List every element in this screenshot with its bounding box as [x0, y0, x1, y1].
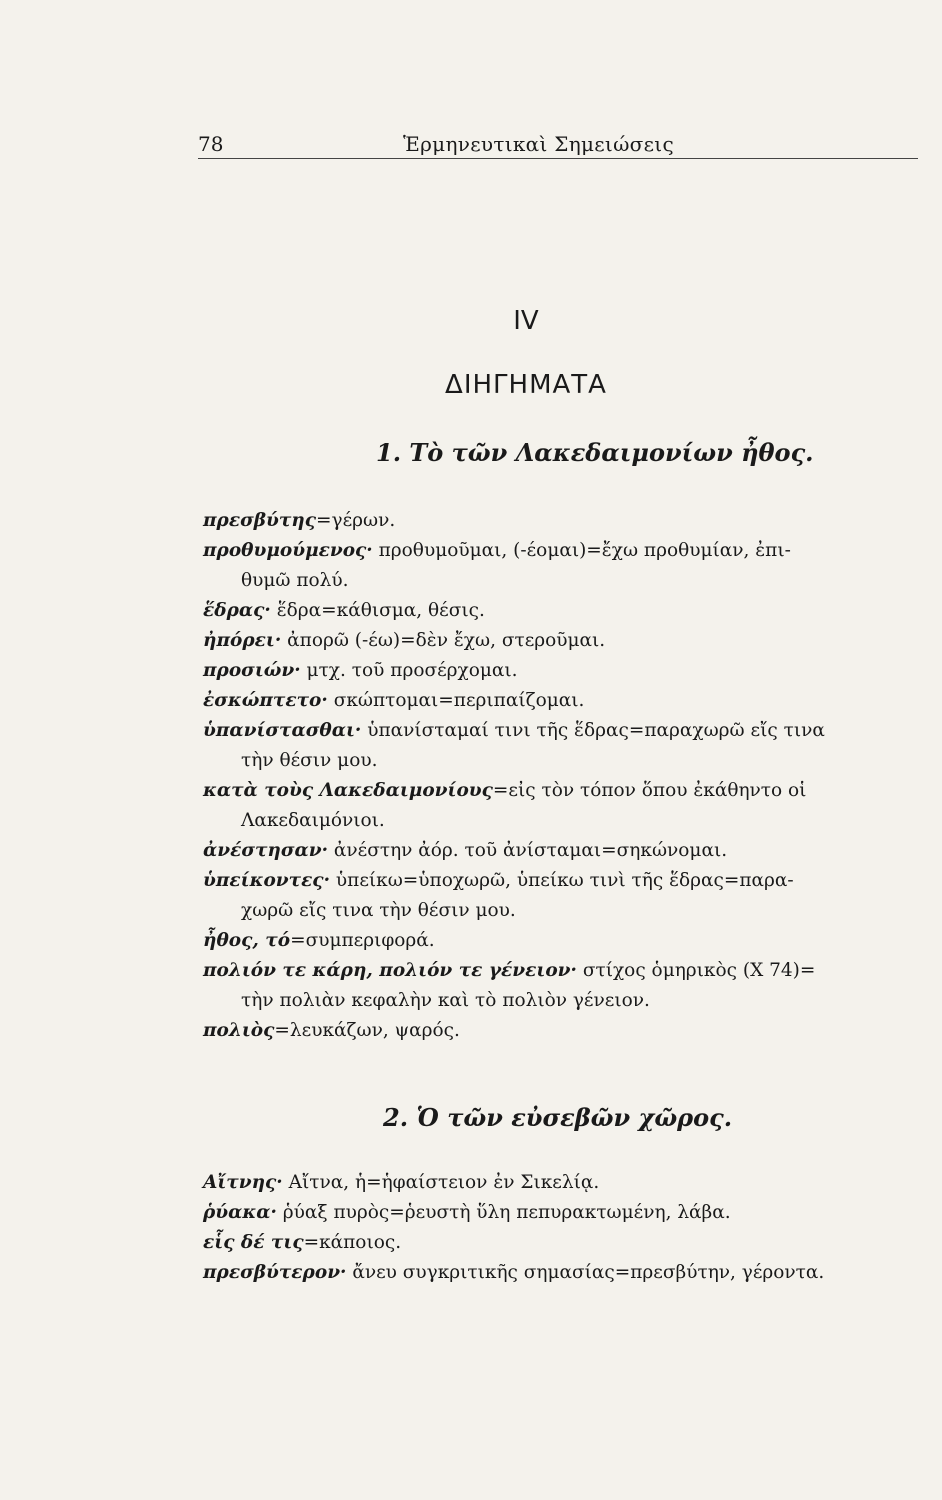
entry-gloss: =κάποιος. [303, 1232, 402, 1253]
entry-gloss: Αἴτνα, ἡ=ἡφαίστειον ἐν Σικελίᾳ. [282, 1172, 600, 1193]
entry-gloss-continuation: χωρῶ εἴς τινα τὴν θέσιν μου. [241, 900, 516, 921]
glossary-entry [203, 1258, 908, 1288]
entry-lemma: πρεσβύτερον· [203, 1262, 347, 1283]
entry-lemma: ἐσκώπτετο· [203, 690, 328, 711]
entry-lemma: ἀνέστησαν· [203, 840, 329, 861]
entry-lemma: πολιόν τε κάρη, πολιόν τε γένειον· [203, 960, 577, 981]
entry-gloss: =γέρων. [316, 510, 396, 531]
glossary-entry [203, 656, 908, 686]
entry-lemma: Αἴτνης· [203, 1172, 283, 1193]
entry-gloss: ἕδρα=κάθισμα, θέσις. [270, 600, 485, 621]
running-title: Ἑρμηνευτικαὶ Σημειώσεις [403, 132, 674, 156]
entry-lemma: ὑπανίστασθαι· [203, 720, 362, 741]
glossary-entry [203, 836, 908, 866]
entry-gloss: στίχος ὁμηρικὸς (Χ 74)= [576, 960, 816, 981]
entry-gloss: σκώπτομαι=περιπαίζομαι. [327, 690, 585, 711]
entry-gloss-continuation: Λακεδαιμόνιοι. [241, 810, 385, 831]
entry-lemma: κατὰ τοὺς Λακεδαιμονίους [203, 780, 493, 801]
entry-lemma: προθυμούμενος· [203, 540, 373, 561]
part2-entries [203, 1168, 908, 1288]
entry-gloss: ἀπορῶ (-έω)=δὲν ἔχω, στεροῦμαι. [281, 630, 606, 651]
glossary-entry [203, 626, 908, 656]
glossary-entry [203, 686, 908, 716]
glossary-entry [203, 1198, 908, 1228]
glossary-entry [203, 1168, 908, 1198]
part2-heading: 2. Ὁ τῶν εὐσεβῶν χῶρος. [383, 1103, 733, 1132]
glossary-entry [203, 1016, 908, 1046]
entry-lemma: ἕδρας· [203, 600, 271, 621]
part1-heading: 1. Τὸ τῶν Λακεδαιμονίων ἦθος. [376, 438, 814, 467]
entry-lemma: πολιὸς [203, 1020, 275, 1041]
glossary-entry [203, 716, 908, 776]
running-head [198, 128, 918, 159]
entry-lemma: ῥύακα· [203, 1202, 277, 1223]
entry-gloss: ῥύαξ πυρὸς=ῥευστὴ ὕλη πεπυρακτωμένη, λάβα. [276, 1202, 731, 1223]
glossary-entry [203, 866, 908, 926]
entry-gloss-continuation: τὴν πολιὰν κεφαλὴν καὶ τὸ πολιὸν γένειον. [241, 990, 650, 1011]
glossary-entry [203, 1228, 908, 1258]
part1-entries [203, 506, 908, 1046]
glossary-entry [203, 536, 908, 596]
entry-lemma: ἠπόρει· [203, 630, 282, 651]
entry-lemma: εἷς δέ τις [203, 1232, 304, 1253]
entry-lemma: πρεσβύτης [203, 510, 317, 531]
entry-gloss: ἄνευ συγκριτικῆς σημασίας=πρεσβύτην, γέροντα. [346, 1262, 825, 1283]
page-number: 78 [198, 132, 224, 156]
entry-gloss: προθυμοῦμαι, (-έομαι)=ἔχω προθυμίαν, ἐπι- [372, 540, 791, 561]
glossary-entry [203, 956, 908, 1016]
glossary-entry [203, 926, 908, 956]
entry-lemma: ἦθος, τό [203, 930, 291, 951]
entry-gloss: ὑπείκω=ὑποχωρῶ, ὑπείκω τινὶ τῆς ἕδρας=παρα- [330, 870, 794, 891]
section-title: ΔΙΗΓΗΜΑΤΑ [445, 370, 607, 400]
entry-gloss-continuation: τὴν θέσιν μου. [241, 750, 378, 771]
entry-gloss: μτχ. τοῦ προσέρχομαι. [300, 660, 518, 681]
glossary-entry [203, 506, 908, 536]
entry-gloss: =λευκάζων, ψαρός. [274, 1020, 460, 1041]
entry-gloss: =συμπεριφορά. [290, 930, 435, 951]
entry-lemma: ὑπείκοντες· [203, 870, 331, 891]
entry-gloss: ὑπανίσταμαί τινι τῆς ἕδρας=παραχωρῶ εἴς τινα [361, 720, 825, 741]
entry-gloss: ἀνέστην ἀόρ. τοῦ ἀνίσταμαι=σηκώνομαι. [328, 840, 728, 861]
entry-lemma: προσιών· [203, 660, 301, 681]
entry-gloss: =εἰς τὸν τόπον ὅπου ἐκάθηντο οἱ [492, 780, 807, 801]
glossary-entry [203, 776, 908, 836]
glossary-entry [203, 596, 908, 626]
section-numeral: IV [513, 306, 539, 336]
entry-gloss-continuation: θυμῶ πολύ. [241, 570, 349, 591]
